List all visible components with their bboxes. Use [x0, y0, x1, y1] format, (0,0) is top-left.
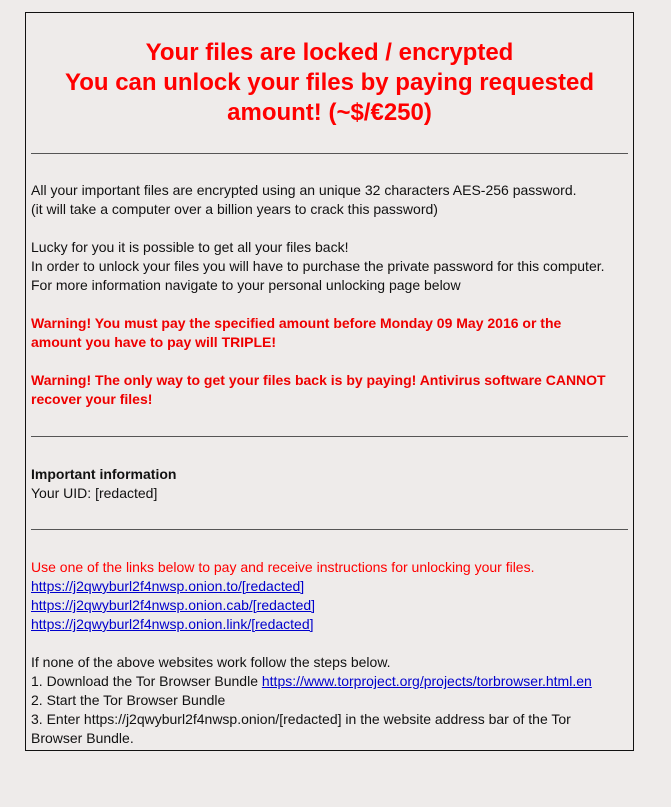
lucky-paragraph [31, 238, 629, 295]
tor-step-3-line-1: 3. Enter https://j2qwyburl2f4nwsp.onion/[redacted] in the website address bar of the Tor [31, 711, 571, 727]
intro-line-2: (it will take a computer over a billion years to crack this password) [31, 201, 438, 217]
intro-paragraph [31, 181, 629, 219]
lucky-line-1: Lucky for you it is possible to get all your files back! [31, 239, 349, 255]
uid-label: Your UID: [redacted] [31, 485, 158, 501]
payment-section [31, 558, 629, 634]
divider-1 [31, 153, 628, 154]
tor-step-1 [31, 672, 629, 691]
tor-steps-intro: If none of the above websites work follow the steps below. [31, 654, 391, 670]
ransom-title [31, 38, 628, 128]
tor-step-1-text: 1. Download the Tor Browser Bundle [31, 673, 262, 689]
antivirus-warning [31, 371, 629, 409]
antivirus-warning-line-2: recover your files! [31, 391, 153, 407]
ransom-note-panel [25, 12, 634, 751]
tor-step-3-line-2: Browser Bundle. [31, 730, 134, 746]
tor-step-2: 2. Start the Tor Browser Bundle [31, 692, 226, 708]
deadline-warning-line-2: amount you have to pay will TRIPLE! [31, 334, 277, 350]
deadline-warning [31, 314, 629, 352]
title-line-2: You can unlock your files by paying requested [64, 69, 594, 96]
intro-line-1: All your important files are encrypted using an unique 32 characters AES-256 password. [31, 182, 577, 198]
lucky-line-3: For more information navigate to your personal unlocking page below [31, 277, 461, 293]
payment-link-onion-link[interactable]: https://j2qwyburl2f4nwsp.onion.link/[redacted] [31, 616, 314, 632]
divider-2 [31, 436, 628, 437]
payment-instruction: Use one of the links below to pay and receive instructions for unlocking your files. [31, 559, 535, 575]
divider-3 [31, 529, 628, 530]
tor-steps [31, 653, 629, 748]
important-info-heading: Important information [31, 466, 177, 482]
payment-link-onion-to[interactable]: https://j2qwyburl2f4nwsp.onion.to/[redacted] [31, 578, 305, 594]
lucky-line-2: In order to unlock your files you will have to purchase the private password for this computer. [31, 258, 605, 274]
antivirus-warning-line-1: Warning! The only way to get your files back is by paying! Antivirus software CANNOT [31, 372, 606, 388]
title-line-3: amount! (~$/€250) [227, 99, 432, 126]
torproject-download-link[interactable]: https://www.torproject.org/projects/torbrowser.html.en [261, 673, 592, 689]
important-info [31, 465, 629, 503]
deadline-warning-line-1: Warning! You must pay the specified amount before Monday 09 May 2016 or the [31, 315, 562, 331]
title-line-1: Your files are locked / encrypted [145, 39, 514, 66]
payment-link-onion-cab[interactable]: https://j2qwyburl2f4nwsp.onion.cab/[redacted] [31, 597, 316, 613]
